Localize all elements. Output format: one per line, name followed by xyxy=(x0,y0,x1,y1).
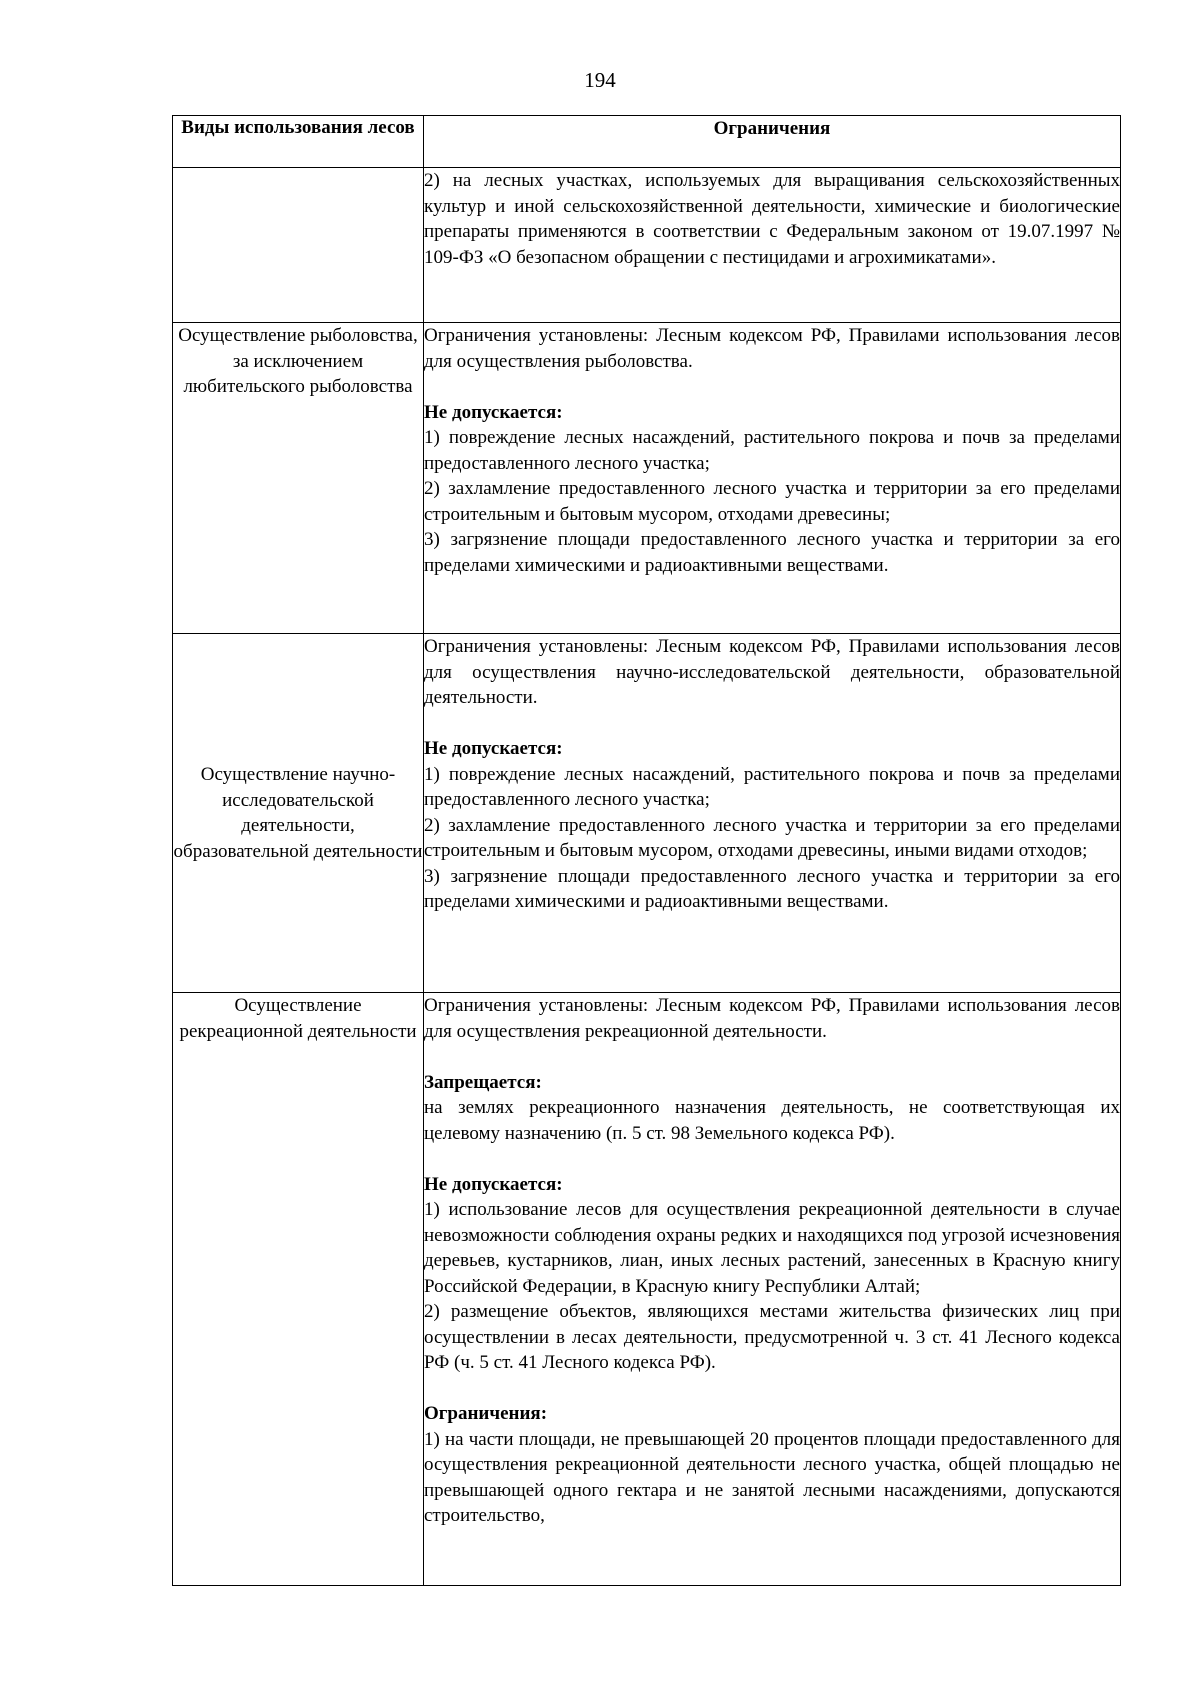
restriction-paragraph: Ограничения установлены: Лесным кодексом РФ, Правилами использования лесов для осуществления рекреационной деятельности. xyxy=(424,995,1120,1042)
table-row xyxy=(173,993,1121,1586)
restrictions-cell xyxy=(424,168,1121,323)
restriction-paragraph: 1) использование лесов для осуществления рекреационной деятельности в случае невозможности соблюдения охраны редких и находящихся под угрозой исчезновения деревьев, кустарников, лиан, иных лесных растений, занесенных в Красную книгу Российской Федерации, в Красную книгу Республики Алтай; xyxy=(424,1199,1120,1297)
restriction-paragraph: 3) загрязнение площади предоставленного лесного участка и территории за его пределами химическими и радиоактивными веществами. xyxy=(424,529,1120,576)
restriction-paragraph: Ограничения установлены: Лесным кодексом РФ, Правилами использования лесов для осуществления научно-исследовательской деятельности, образовательной деятельности. xyxy=(424,636,1120,708)
restrictions-cell xyxy=(424,634,1121,993)
section-subheading: Не допускается: xyxy=(424,401,563,423)
restriction-paragraph: 2) захламление предоставленного лесного участка и территории за его пределами строительным и бытовым мусором, отходами древесины, иными видами отходов; xyxy=(424,814,1120,861)
restriction-paragraph: 2) размещение объектов, являющихся местами жительства физических лиц при осуществлении в лесах деятельности, предусмотренной ч. 3 ст. 41 Лесного кодекса РФ (ч. 5 ст. 41 Лесного кодекса РФ). xyxy=(424,1301,1120,1373)
section-subheading: Ограничения: xyxy=(424,1403,548,1424)
forest-use-type-cell: Осуществление научно-исследовательской деятельности, образовательной деятельности xyxy=(173,634,424,993)
section-subheading: Запрещается: xyxy=(424,1071,542,1093)
restriction-paragraph: 2) захламление предоставленного лесного участка и территории за его пределами строительным и бытовым мусором, отходами древесины; xyxy=(424,478,1120,525)
page-number: 194 xyxy=(584,68,616,92)
section-subheading: Не допускается: xyxy=(424,738,563,759)
header-restrictions: Ограничения xyxy=(424,116,1121,168)
restrictions-table xyxy=(172,115,1121,1586)
forest-use-type-cell xyxy=(173,168,424,323)
restriction-paragraph: 1) повреждение лесных насаждений, растительного покрова и почв за пределами предоставленного лесного участка; xyxy=(424,763,1120,810)
restriction-paragraph: на землях рекреационного назначения деятельность, не соответствующая их целевому назначению (п. 5 ст. 98 Земельного кодекса РФ). xyxy=(424,1097,1120,1144)
restrictions-cell xyxy=(424,323,1121,634)
restriction-paragraph: Ограничения установлены: Лесным кодексом РФ, Правилами использования лесов для осуществления рыболовства. xyxy=(424,325,1120,372)
table-row xyxy=(173,323,1121,634)
restriction-paragraph: 3) загрязнение площади предоставленного лесного участка и территории за его пределами химическими и радиоактивными веществами. xyxy=(424,865,1120,912)
forest-use-type-cell: Осуществление рыболовства, за исключением любительского рыболовства xyxy=(173,323,424,634)
restrictions-cell xyxy=(424,993,1121,1586)
header-forest-use-types: Виды использования лесов xyxy=(173,116,424,168)
restriction-paragraph: 1) на части площади, не превышающей 20 процентов площади предоставленного для осуществления рекреационной деятельности лесного участка, общей площадью не превышающей одного гектара и не занятой лесными насаждениями, допускаются строительство, xyxy=(424,1428,1120,1526)
forest-use-type-cell: Осуществление рекреационной деятельности xyxy=(173,993,424,1586)
section-subheading: Не допускается: xyxy=(424,1173,563,1195)
table-row xyxy=(173,168,1121,323)
table-row xyxy=(173,634,1121,993)
restriction-paragraph: 1) повреждение лесных насаждений, растительного покрова и почв за пределами предоставленного лесного участка; xyxy=(424,427,1120,474)
restriction-paragraph: 2) на лесных участках, используемых для выращивания сельскохозяйственных культур и иной сельскохозяйственной деятельности, химические и биологические препараты применяются в соответствии с Федеральным законом от 19.07.1997 № 109-ФЗ «О безопасном обращении с пестицидами и агрохимикатами». xyxy=(424,170,1120,268)
table-header-row xyxy=(173,116,1121,168)
